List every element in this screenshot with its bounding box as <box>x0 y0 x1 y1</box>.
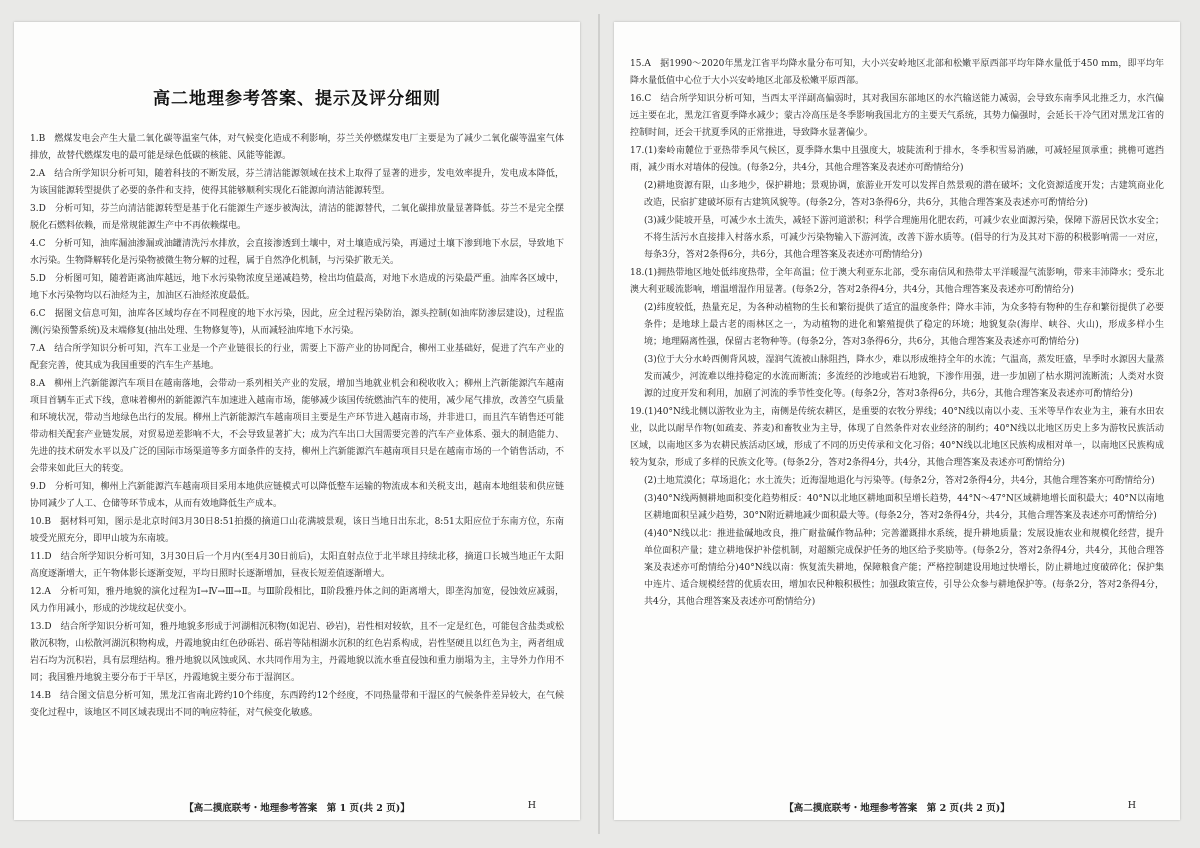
answer-item: 7.A 结合所学知识分析可知，汽车工业是一个产业链很长的行业，需要上下游产业的协同配合，柳州工业基础好，促进了汽车产业的配套完善，使其成为我国重要的汽车生产基地。 <box>30 344 564 371</box>
footer-mark: H <box>527 800 536 811</box>
answer-item: 1.B 燃煤发电会产生大量二氧化碳等温室气体，对气候变化造成不利影响，芬兰关停燃煤发电厂主要是为了减少二氧化碳等温室气体排放，故替代燃煤发电的最可能是绿色低碳的核能、风能等能源。 <box>30 134 564 161</box>
answer-item: 2.A 结合所学知识分析可知，随着科技的不断发展，芬兰清洁能源领域在技术上取得了显著的进步，发电效率提升，发电成本降低，为该国能源转型提供了必要的条件和支持，使得其能够顺利实现化石能源向清洁能源转型。 <box>30 169 564 196</box>
document-title: 高二地理参考答案、提示及评分细则 <box>153 89 441 109</box>
answer-subitem: (2)土地荒漠化；草场退化；水土流失；近海湿地退化与污染等。(每条2分，答对2条得4分，共4分，其他合理答案亦可酌情给分) <box>644 476 1155 486</box>
answer-subitem: (4)40°N线以北：推进盐碱地改良，推广耐盐碱作物品种；完善灌溉排水系统，提升耕地质量；发展设施农业和规模化经营，提升单位面积产量；建立耕地保护补偿机制，对超额完成保护任务的地区给予奖励等。(每条2分，答对2条得4分，共4分，其他合理答案及表述亦可酌情给分)40°N线以南：恢复流失耕地，保障粮食产能；严格控制建设用地过快增长，防止耕地过度破碎化；保护集中连片、适合规模经营的优质农田，增加农民种粮积极性；加强政策宣传，引导公众参与耕地保护等。(每条2分，答对2条得4分，共4分，其他合理答案及表述亦可酌情给分) <box>644 529 1164 607</box>
answer-item: 11.D 结合所学知识分析可知，3月30日后一个月内(至4月30日前后)，太阳直射点位于北半球且持续北移，摘道口长城当地正午太阳高度逐渐增大，正午物体影长逐渐变短，平均日照时长逐渐增加，昼夜长短差值逐渐增大。 <box>30 552 564 579</box>
footer-mark: H <box>1127 800 1136 811</box>
answer-item: 3.D 分析可知，芬兰向清洁能源转型是基于化石能源生产逐步被淘汰，清洁的能源替代，二氧化碳排放量显著降低。芬兰不是完全摆脱化石燃料依赖，而是常规能源生产中不再依赖煤电。 <box>30 204 564 231</box>
answer-subitem: (3)40°N线两侧耕地面积变化趋势相反：40°N以北地区耕地面积呈增长趋势，44°N～47°N区域耕地增长面积最大；40°N以南地区耕地面积呈减少趋势，30°N附近耕地减少面积最大等。(每条2分，答对2条得4分，共4分，其他合理答案及表述亦可酌情给分) <box>644 494 1164 521</box>
answer-list-page-1 <box>30 131 564 722</box>
answer-page-1 <box>14 22 580 820</box>
answer-item: 6.C 据图文信息可知，油库各区域均存在不同程度的地下水污染，因此，应全过程污染防治，源头控制(如油库防渗层建设)，过程监测(污染预警系统)及末端修复(抽出处理、生物修复等)，从而减轻油库地下水污染。 <box>30 309 564 336</box>
footer-text: 【高二摸底联考・地理参考答案 第 1 页(共 2 页)】 <box>184 803 410 814</box>
answer-item: 9.D 分析可知，柳州上汽新能源汽车越南项目采用本地供应链模式可以降低整车运输的物流成本和关税支出，越南本地组装和供应链协同减少了人工、仓储等环节成本，从而有效地降低生产成本。 <box>30 482 564 509</box>
answer-page-2 <box>614 22 1180 820</box>
answer-item: 12.A 分析可知，雅丹地貌的演化过程为Ⅰ→Ⅳ→Ⅲ→Ⅱ。与Ⅲ阶段相比，Ⅱ阶段雅丹体之间的距离增大，即垄沟加宽，侵蚀效应减弱，风力作用减小，形成的沙垅纹起伏变小。 <box>30 587 564 614</box>
answer-item: 15.A 据1990～2020年黑龙江省平均降水量分布可知，大小兴安岭地区北部和松嫩平原西部平均年降水量低于450 mm，即平均年降水量低值中心位于大小兴安岭地区北部及松嫩平原西部。 <box>630 59 1164 86</box>
answer-subitem: (3)位于大分水岭西侧背风坡，湿润气流被山脉阻挡，降水少，难以形成维持全年的水流；气温高，蒸发旺盛，旱季时水源因大量蒸发而减少，河流难以维持稳定的水流而断流；多流经的沙地或岩石地貌，下渗作用强，进一步加剧了枯水期河流断流；人类对水资源的过度开发和利用，加剧了河流的季节性变化等。(每条2分，答对3条得6分，共6分，其他合理答案及表述亦可酌情给分) <box>644 355 1164 399</box>
answer-item: 10.B 据材料可知，图示是北京时间3月30日8:51拍摄的摘道口山花满坡景观，该日当地日出东北，8:51太阳应位于东南方位，东南坡受光照充分，即甲山坡为东南坡。 <box>30 517 564 544</box>
answer-item: 18.(1)拥热带地区地处低纬度热带，全年高温；位于澳大利亚东北部，受东南信风和热带太平洋暖湿气流影响，带来丰沛降水；受东北澳大利亚暖流影响，增温增湿作用显著。(每条2分，答对2条得4分，共4分，其他合理答案及表述亦可酌情给分) <box>630 268 1164 295</box>
page-gutter <box>598 14 600 834</box>
answer-subitem: (2)耕地资源有限，山多地少，保护耕地；景观协调，旅游业开发可以发挥自然景观的潜在破坏；文化资源适度开发；古建筑商业化改造，民宿扩建破坏原有古建筑风貌等。(每条2分，答对3条得6分，共6分，其他合理答案及表述亦可酌情给分) <box>644 181 1164 208</box>
answer-item: 8.A 柳州上汽新能源汽车项目在越南落地，会带动一系列相关产业的发展，增加当地就业机会和税收收入；柳州上汽新能源汽车越南项目首辆车正式下线，意味着柳州的新能源汽车加速进入越南市场，能够减少该国传统燃油汽车的使用，减少尾气排放，改善空气质量和环境状况，带动当地绿色出行的发展。柳州上汽新能源汽车越南项目主要是生产环节进入越南市场，并非进口，而且汽车销售还可能带动相关配套产业链发展，对贸易逆差影响不大，不会导致显著扩大；成为汽车出口大国需要完善的汽车产业体系、强大的制造能力、先进的技术研发水平以及广泛的国际市场渠道等多方面条件的支持，柳州上汽新能源汽车越南项目只是在越南市场的一个销售活动，不会带来如此巨大的转变。 <box>30 379 564 474</box>
answer-subitem: (2)纬度较低，热量充足，为各种动植物的生长和繁衍提供了适宜的温度条件；降水丰沛，为众多特有物种的生存和繁衍提供了必要条件；是地球上最古老的雨林区之一，为动植物的进化和繁殖提供了稳定的环境；地貌复杂(海岸、峡谷、火山)，形成多样小生境；地理隔离性强，保留古老物种等。(每条2分，答对3条得6分，共6分，其他合理答案及表述亦可酌情给分) <box>644 303 1164 347</box>
answer-subitem: (3)减少陡坡开垦，可减少水土流失，减轻下游河道淤积；科学合理施用化肥农药，可减少农业面源污染，保障下游居民饮水安全；不将生活污水直接排入村落水系，可减少污染物输入下游河流，改善下游水质等。(倡导的行为及其对下游的积极影响需一一对应，每条3分，答对2条得6分，共6分，其他合理答案及表述亦可酌情给分) <box>644 216 1164 260</box>
answer-item: 5.D 分析图可知，随着距离油库越远，地下水污染物浓度呈递减趋势，检出均值最高，对地下水造成的污染最严重。油库各区域中，地下水污染物均以石油烃为主，加油区石油烃浓度最低。 <box>30 274 564 301</box>
answer-item: 19.(1)40°N线北侧以游牧业为主，南侧是传统农耕区，是重要的农牧分界线；40°N线以南以小麦、玉米等旱作农业为主，兼有水田农业，以此以耐旱作物(如疏麦、荞麦)和畜牧业为主导，体现了自然条件对农业经济的制约；40°N线以北地区历史上多为游牧民族活动区域，以南地区多为农耕民族活动区域，形成了不同的历史传承和文化习俗；40°N线以北地区民族构成相对单一，以南地区民族构成较为复杂，形成了多样的民族文化等。(每条2分，答对2条得4分，共4分，其他合理答案及表述亦可酌情给分) <box>630 407 1164 468</box>
answer-item: 17.(1)秦岭南麓位于亚热带季风气候区，夏季降水集中且强度大，坡陡流利于排水，冬季积雪易消融，可减轻屋顶承重；挑檐可遮挡雨，减少雨水对墙体的侵蚀。(每条2分，共4分，其他合理答案及表述亦可酌情给分) <box>630 146 1164 173</box>
answer-item: 16.C 结合所学知识分析可知，当西太平洋副高偏弱时，其对我国东部地区的水汽输送能力减弱，会导致东南季风北推乏力，水汽偏远主要在北，黑龙江省夏季降水减少；蒙古冷高压是冬季影响我国北方的主要天气系统，其势力偏强时，会延长干冷气团对黑龙江省的控制时间，还会干扰夏季风的正常推进，导致降水显著偏少。 <box>630 94 1164 138</box>
answer-item: 14.B 结合图文信息分析可知，黑龙江省南北跨约10个纬度，东西跨约12个经度，不同热量带和干湿区的气候条件差异较大，在气候变化过程中，该地区不同区域表现出不同的响应特征，对气候变化敏感。 <box>30 691 564 718</box>
answer-item: 4.C 分析可知，油库漏油渗漏或油罐清洗污水排放，会直接渗透到土壤中，对土壤造成污染，再通过土壤下渗到地下水层，导致地下水污染。生物降解转化是污染物被微生物分解的过程，属于自然净化机制，与污染扩散无关。 <box>30 239 564 266</box>
footer-text: 【高二摸底联考・地理参考答案 第 2 页(共 2 页)】 <box>784 803 1010 814</box>
answer-list-page-2 <box>630 56 1164 611</box>
answer-item: 13.D 结合所学知识分析可知，雅丹地貌多形成于河湖相沉积物(如泥岩、砂岩)，岩性相对较软，且不一定是红色，可能包含盐类或松散沉积物，山松散河湖沉积物构成，丹霞地貌由红色砂砾岩、砾岩等陆相湖水沉积的红色岩系构成，岩性坚硬且以红色为主，两者组成岩石均为沉积岩，具有层理结构。雅丹地貌以风蚀或风、水共同作用为主，丹霞地貌以流水垂直侵蚀和重力崩塌为主，主导外力作用不同；我国雅丹地貌主要分布于干旱区，丹霞地貌主要分布于湿润区。 <box>30 622 564 683</box>
